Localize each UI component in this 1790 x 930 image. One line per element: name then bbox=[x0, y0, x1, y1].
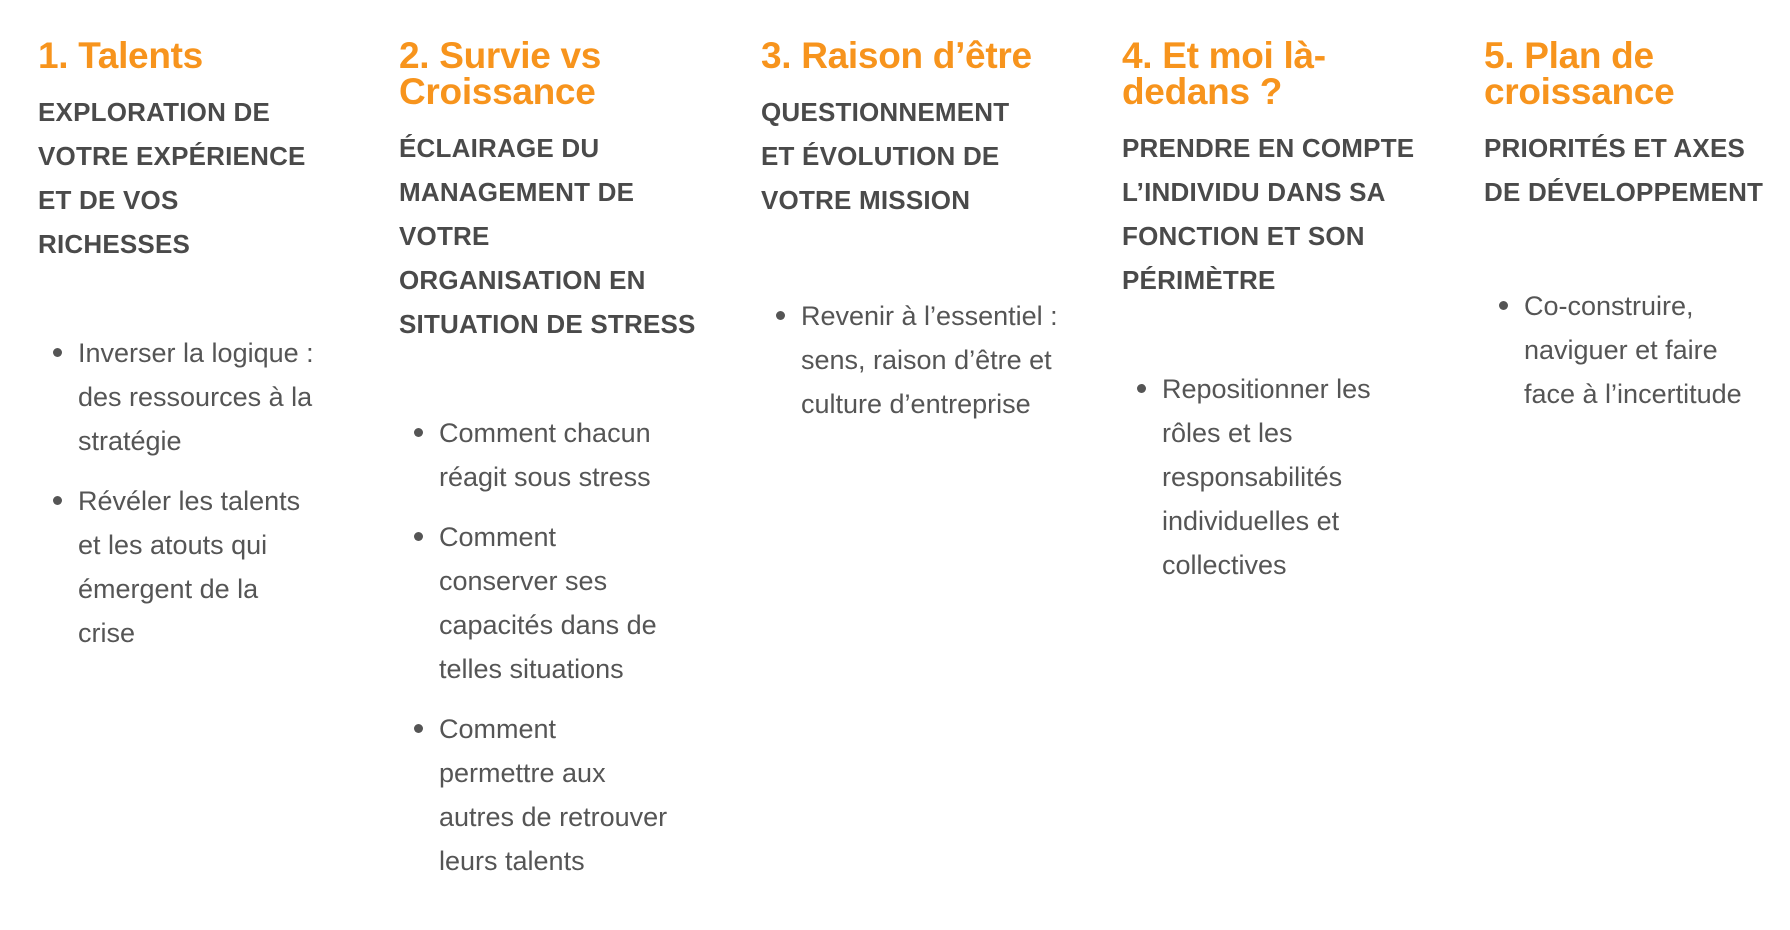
step-title: 3. Raison d’être bbox=[761, 35, 1032, 76]
list-item: Inverser la logique : des ressources à la stratégie bbox=[78, 331, 318, 463]
list-item: Repositionner les rôles et les responsabilités individuelles et collectives bbox=[1162, 367, 1402, 587]
step-column-et-moi-la-dedans bbox=[1122, 35, 1442, 603]
step-bullet-list bbox=[1484, 284, 1764, 416]
list-item: Comment chacun réagit sous stress bbox=[439, 411, 679, 499]
steps-section bbox=[38, 35, 1790, 930]
list-item: Comment permettre aux autres de retrouver leurs talents bbox=[439, 707, 679, 883]
list-item: Révéler les talents et les atouts qui émergent de la crise bbox=[78, 479, 318, 655]
step-bullet-list bbox=[399, 411, 679, 883]
step-subtitle: PRIORITÉS ET AXES DE DÉVELOPPEMENT bbox=[1484, 133, 1764, 207]
list-item: Revenir à l’essentiel : sens, raison d’être et culture d’entreprise bbox=[801, 294, 1061, 426]
step-subtitle: QUESTIONNEMENT ET ÉVOLUTION DE VOTRE MISSION bbox=[761, 97, 1010, 215]
step-title: 2. Survie vs Croissance bbox=[399, 35, 602, 112]
step-column-talents bbox=[38, 35, 358, 671]
list-item: Co-construire, naviguer et faire face à l’incertitude bbox=[1524, 284, 1764, 416]
step-subtitle: EXPLORATION DE VOTRE EXPÉRIENCE ET DE VOS RICHESSES bbox=[38, 97, 306, 259]
step-column-raison-d-etre bbox=[761, 35, 1081, 442]
step-bullet-list bbox=[1122, 367, 1402, 587]
step-bullet-list bbox=[761, 294, 1061, 426]
step-title: 4. Et moi là-dedans ? bbox=[1122, 35, 1326, 112]
step-title: 1. Talents bbox=[38, 35, 203, 76]
step-column-survie-vs-croissance bbox=[399, 35, 719, 899]
list-item: Comment conserver ses capacités dans de telles situations bbox=[439, 515, 679, 691]
step-column-plan-de-croissance bbox=[1484, 35, 1784, 432]
step-bullet-list bbox=[38, 331, 318, 655]
step-subtitle: ÉCLAIRAGE DU MANAGEMENT DE VOTRE ORGANISATION EN SITUATION DE STRESS bbox=[399, 133, 696, 339]
step-title: 5. Plan de croissance bbox=[1484, 35, 1675, 112]
step-subtitle: PRENDRE EN COMPTE L’INDIVIDU DANS SA FONCTION ET SON PÉRIMÈTRE bbox=[1122, 133, 1415, 295]
